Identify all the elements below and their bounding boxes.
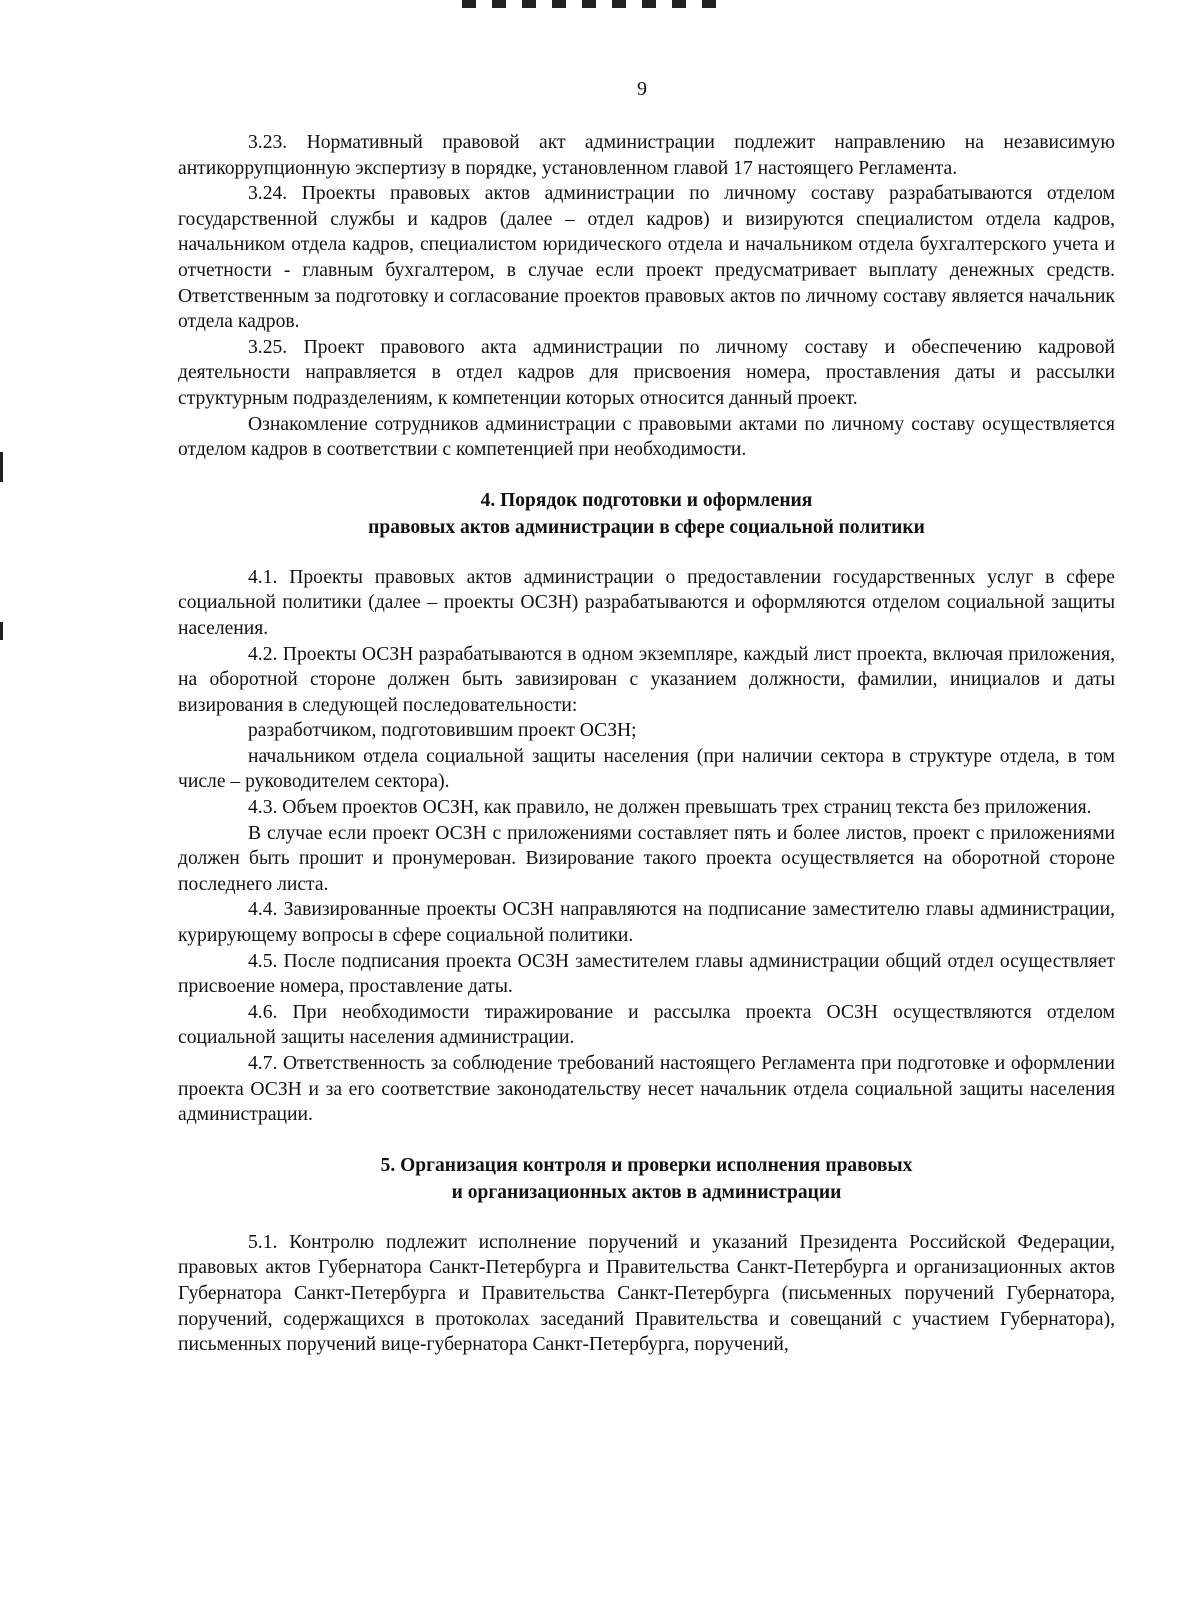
paragraph-4-1: 4.1. Проекты правовых актов администрации о предоставлении государственных услуг в сфере социальной политики (далее – проекты ОСЗН) разрабатываются и оформляются отделом социальной защиты населения. — [178, 566, 1115, 639]
paragraph-3-24: 3.24. Проекты правовых актов администрации по личному составу разрабатываются отделом государственной службы и кадров (далее – отдел кадров) и визируются специалистом отдела кадров, начальником отдела кадров, специалистом юридического отдела и начальником отдела бухгалтерского учета и отчетности - главным бухгалтером, в случае если проект предусматривает выплату денежных средств. Ответственным за подготовку и согласование проектов правовых актов по личному составу является начальник отдела кадров. — [178, 183, 1115, 333]
paragraph-4-2: 4.2. Проекты ОСЗН разрабатываются в одном экземпляре, каждый лист проекта, включая приложения, на оборотной стороне должен быть завизирован с указанием должности, фамилии, инициалов и даты визирования в следующей последовательности: — [178, 643, 1115, 716]
paragraph-3-25: 3.25. Проект правового акта администрации по личному составу и обеспечению кадровой деятельности направляется в отдел кадров для присвоения номера, проставления даты и рассылки структурным подразделениям, к компетенции которых относится данный проект. — [178, 336, 1115, 409]
paragraph-4-3: 4.3. Объем проектов ОСЗН, как правило, не должен превышать трех страниц текста без приложения. — [248, 797, 1092, 819]
section-5-title-line2: и организационных актов в администрации — [451, 1181, 842, 1203]
paragraph-3-23: 3.23. Нормативный правовой акт администрации подлежит направлению на независимую антикоррупционную экспертизу в порядке, установленном главой 17 настоящего Регламента. — [178, 132, 1115, 179]
section-4-title-line1: 4. Порядок подготовки и оформления — [480, 489, 813, 511]
paragraph-4-7: 4.7. Ответственность за соблюдение требований настоящего Регламента при подготовке и оформлении проекта ОСЗН и за его соответствие законодательству несет начальник отдела социальной защиты населения администрации. — [178, 1053, 1115, 1126]
scan-edge-mark — [0, 622, 3, 640]
paragraph-acquaintance: Ознакомление сотрудников администрации с правовыми актами по личному составу осуществляется отделом кадров в соответствии с компетенцией при необходимости. — [178, 413, 1115, 461]
paragraph-4-4: 4.4. Завизированные проекты ОСЗН направляются на подписание заместителю главы администрации, курирующему вопросы в сфере социальной политики. — [178, 899, 1115, 947]
paragraph-5-1: 5.1. Контролю подлежит исполнение поручений и указаний Президента Российской Федерации, правовых актов Губернатора Санкт-Петербурга и Правительства Санкт-Петербурга и организационных актов Губернатора Санкт-Петербурга и Правительства Санкт-Петербурга (письменных поручений Губернатора, поручений, содержащихся в протоколах заседаний Правительства и совещаний с участием Губернатора), письменных поручений вице-губернатора Санкт-Петербурга, поручений, — [178, 1231, 1115, 1356]
section-5-title — [178, 1152, 1115, 1206]
section-4-title — [178, 487, 1115, 541]
section-4-title-line2: правовых актов администрации в сфере социальной политики — [368, 516, 925, 538]
scan-artifact-top — [462, 0, 722, 8]
page-number: 9 — [637, 78, 647, 100]
section-5-title-line1: 5. Организация контроля и проверки исполнения правовых — [380, 1154, 913, 1176]
paragraph-4-5: 4.5. После подписания проекта ОСЗН заместителем главы администрации общий отдел осуществляет присвоение номера, проставление даты. — [178, 950, 1115, 998]
paragraph-4-3-attachments: В случае если проект ОСЗН с приложениями составляет пять и более листов, проект с приложениями должен быть прошит и пронумерован. Визирование такого проекта осуществляется на оборотной стороне последнего листа. — [178, 822, 1115, 895]
paragraph-4-2-head: начальником отдела социальной защиты населения (при наличии сектора в структуре отдела, в том числе – руководителем сектора). — [178, 745, 1115, 793]
paragraph-4-6: 4.6. При необходимости тиражирование и рассылка проекта ОСЗН осуществляются отделом социальной защиты населения администрации. — [178, 1001, 1115, 1049]
document-body — [178, 130, 1115, 1358]
paragraph-4-2-developer: разработчиком, подготовившим проект ОСЗН; — [248, 720, 637, 742]
scan-edge-mark — [0, 452, 3, 482]
